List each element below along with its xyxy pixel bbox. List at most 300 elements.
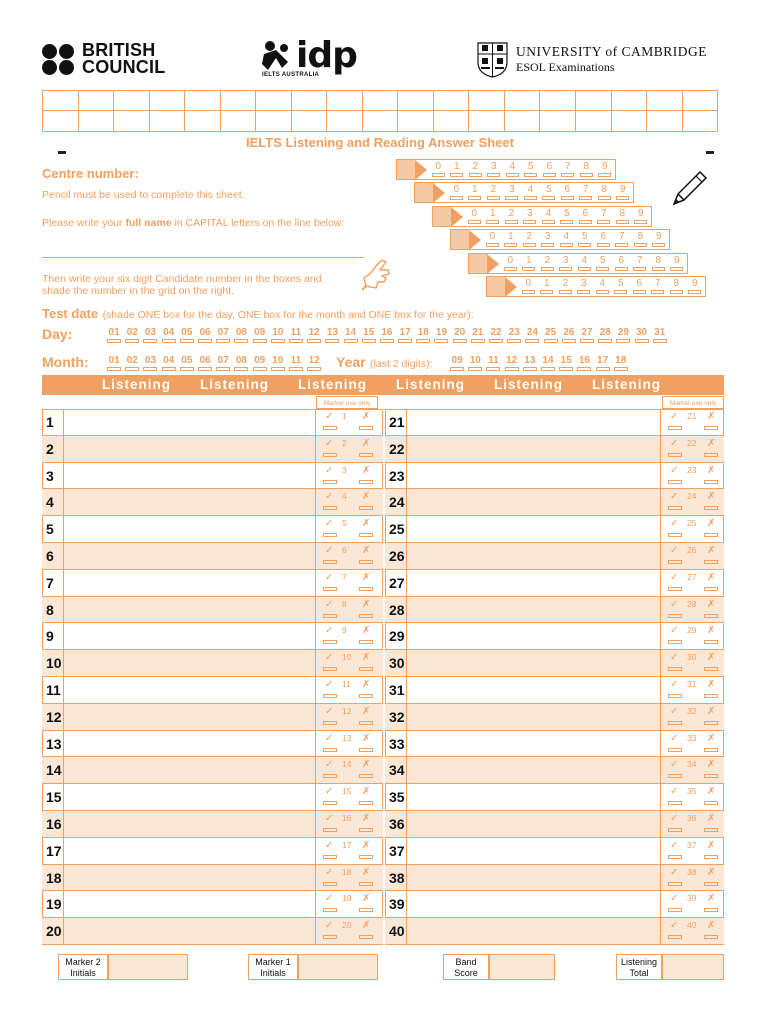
correct-box[interactable] <box>323 721 337 725</box>
answer-field[interactable] <box>64 784 316 810</box>
day-option[interactable]: 11 <box>287 327 305 343</box>
day-option[interactable]: 12 <box>305 327 323 343</box>
letter-box[interactable] <box>612 91 648 110</box>
incorrect-box[interactable] <box>704 506 718 510</box>
candidate-digit-row[interactable] <box>414 182 634 203</box>
incorrect-box[interactable] <box>359 721 373 725</box>
candidate-digit-row[interactable] <box>396 159 616 180</box>
letter-box[interactable] <box>398 111 434 131</box>
incorrect-box[interactable] <box>359 694 373 698</box>
incorrect-box[interactable] <box>704 774 718 778</box>
incorrect-box[interactable] <box>704 908 718 912</box>
marker-box[interactable] <box>661 516 723 542</box>
month-option[interactable]: 09 <box>251 355 269 371</box>
correct-box[interactable] <box>668 774 682 778</box>
digit-option[interactable]: 8 <box>577 161 596 177</box>
incorrect-box[interactable] <box>704 453 718 457</box>
correct-box[interactable] <box>323 855 337 859</box>
digit-option[interactable]: 9 <box>650 231 669 247</box>
digit-option[interactable]: 3 <box>503 184 522 200</box>
correct-box[interactable] <box>668 453 682 457</box>
incorrect-box[interactable] <box>704 480 718 484</box>
answer-field[interactable] <box>64 918 316 944</box>
digit-option[interactable]: 5 <box>558 208 577 224</box>
digit-option[interactable]: 3 <box>557 255 576 271</box>
incorrect-box[interactable] <box>359 614 373 618</box>
incorrect-box[interactable] <box>359 640 373 644</box>
letter-box[interactable] <box>398 91 434 110</box>
incorrect-box[interactable] <box>359 667 373 671</box>
digit-option[interactable]: 1 <box>466 184 485 200</box>
name-line[interactable] <box>42 257 364 258</box>
marker-box[interactable] <box>316 543 378 569</box>
correct-box[interactable] <box>323 426 337 430</box>
answer-field[interactable] <box>64 409 316 435</box>
digit-option[interactable]: 3 <box>575 278 594 294</box>
correct-box[interactable] <box>323 774 337 778</box>
digit-option[interactable]: 2 <box>484 184 503 200</box>
correct-box[interactable] <box>668 721 682 725</box>
incorrect-box[interactable] <box>704 748 718 752</box>
incorrect-box[interactable] <box>359 426 373 430</box>
digit-option[interactable]: 1 <box>502 231 521 247</box>
letter-box[interactable] <box>43 91 79 110</box>
correct-box[interactable] <box>323 935 337 939</box>
marker-box[interactable] <box>316 570 378 596</box>
marker-box[interactable] <box>661 463 723 489</box>
letter-box[interactable] <box>505 111 541 131</box>
marker-box[interactable] <box>316 489 378 515</box>
incorrect-box[interactable] <box>704 935 718 939</box>
marker-box[interactable] <box>661 784 723 810</box>
digit-option[interactable]: 6 <box>612 255 631 271</box>
digit-option[interactable]: 1 <box>484 208 503 224</box>
digit-option[interactable]: 5 <box>612 278 631 294</box>
digit-option[interactable]: 9 <box>686 278 705 294</box>
correct-box[interactable] <box>323 882 337 886</box>
candidate-digit-box[interactable] <box>451 230 469 249</box>
digit-option[interactable]: 9 <box>596 161 615 177</box>
day-option[interactable]: 28 <box>596 327 614 343</box>
digit-option[interactable]: 2 <box>556 278 575 294</box>
day-option[interactable]: 29 <box>614 327 632 343</box>
marker-box[interactable] <box>661 489 723 515</box>
month-options[interactable] <box>105 355 323 371</box>
answer-field[interactable] <box>407 891 661 917</box>
day-option[interactable]: 31 <box>651 327 669 343</box>
digit-option[interactable]: 2 <box>538 255 557 271</box>
correct-box[interactable] <box>668 614 682 618</box>
digit-option[interactable]: 1 <box>448 161 467 177</box>
candidate-digit-row[interactable] <box>468 253 688 274</box>
incorrect-box[interactable] <box>704 560 718 564</box>
day-option[interactable]: 03 <box>141 327 159 343</box>
incorrect-box[interactable] <box>359 855 373 859</box>
answer-field[interactable] <box>407 677 661 703</box>
correct-box[interactable] <box>323 801 337 805</box>
correct-box[interactable] <box>323 533 337 537</box>
digit-option[interactable]: 0 <box>483 231 502 247</box>
incorrect-box[interactable] <box>359 908 373 912</box>
answer-field[interactable] <box>64 623 316 649</box>
incorrect-box[interactable] <box>359 506 373 510</box>
answer-field[interactable] <box>64 891 316 917</box>
day-option[interactable]: 24 <box>523 327 541 343</box>
letter-box[interactable] <box>292 111 328 131</box>
candidate-digit-box[interactable] <box>487 277 505 296</box>
answer-field[interactable] <box>407 784 661 810</box>
letter-box[interactable] <box>79 111 115 131</box>
marker-box[interactable] <box>316 891 378 917</box>
marker-box[interactable] <box>661 677 723 703</box>
correct-box[interactable] <box>668 480 682 484</box>
answer-field[interactable] <box>64 543 316 569</box>
letter-box[interactable] <box>576 111 612 131</box>
answer-field[interactable] <box>64 838 316 864</box>
correct-box[interactable] <box>323 480 337 484</box>
answer-field[interactable] <box>407 704 661 730</box>
answer-field[interactable] <box>64 704 316 730</box>
digit-option[interactable]: 0 <box>519 278 538 294</box>
letter-box[interactable] <box>647 111 683 131</box>
answer-field[interactable] <box>407 623 661 649</box>
incorrect-box[interactable] <box>704 855 718 859</box>
incorrect-box[interactable] <box>359 801 373 805</box>
letter-box[interactable] <box>150 111 186 131</box>
digit-option[interactable]: 5 <box>594 255 613 271</box>
day-option[interactable]: 18 <box>414 327 432 343</box>
correct-box[interactable] <box>323 667 337 671</box>
name-boxes[interactable] <box>42 90 718 132</box>
candidate-digit-box[interactable] <box>433 207 451 226</box>
letter-box[interactable] <box>292 91 328 110</box>
incorrect-box[interactable] <box>359 587 373 591</box>
letter-box[interactable] <box>185 91 221 110</box>
digit-option[interactable]: 8 <box>631 231 650 247</box>
digit-option[interactable]: 8 <box>649 255 668 271</box>
digit-option[interactable]: 7 <box>559 161 578 177</box>
correct-box[interactable] <box>668 828 682 832</box>
day-options[interactable] <box>105 327 669 343</box>
day-option[interactable]: 25 <box>542 327 560 343</box>
month-option[interactable]: 02 <box>123 355 141 371</box>
digit-option[interactable]: 3 <box>485 161 504 177</box>
marker-box[interactable] <box>316 650 378 676</box>
day-option[interactable]: 20 <box>451 327 469 343</box>
incorrect-box[interactable] <box>359 935 373 939</box>
digit-option[interactable]: 0 <box>501 255 520 271</box>
year-option[interactable]: 17 <box>594 355 612 371</box>
digit-option[interactable]: 5 <box>540 184 559 200</box>
letter-box[interactable] <box>540 111 576 131</box>
correct-box[interactable] <box>323 587 337 591</box>
correct-box[interactable] <box>323 560 337 564</box>
year-option[interactable]: 09 <box>448 355 466 371</box>
digit-option[interactable]: 0 <box>429 161 448 177</box>
letter-box[interactable] <box>612 111 648 131</box>
correct-box[interactable] <box>323 748 337 752</box>
year-option[interactable]: 12 <box>503 355 521 371</box>
letter-box[interactable] <box>327 111 363 131</box>
incorrect-box[interactable] <box>704 721 718 725</box>
digit-option[interactable]: 7 <box>649 278 668 294</box>
answer-field[interactable] <box>64 865 316 891</box>
letter-box[interactable] <box>434 111 470 131</box>
letter-box[interactable] <box>221 111 257 131</box>
letter-box[interactable] <box>221 91 257 110</box>
incorrect-box[interactable] <box>359 480 373 484</box>
digit-option[interactable]: 2 <box>520 231 539 247</box>
incorrect-box[interactable] <box>704 640 718 644</box>
correct-box[interactable] <box>323 908 337 912</box>
incorrect-box[interactable] <box>704 882 718 886</box>
candidate-digit-box[interactable] <box>469 254 487 273</box>
band-score-box[interactable] <box>489 954 555 980</box>
incorrect-box[interactable] <box>704 828 718 832</box>
marker-box[interactable] <box>661 409 723 435</box>
correct-box[interactable] <box>668 667 682 671</box>
letter-box[interactable] <box>150 91 186 110</box>
answer-field[interactable] <box>407 811 661 837</box>
answer-field[interactable] <box>407 838 661 864</box>
correct-box[interactable] <box>668 560 682 564</box>
marker-box[interactable] <box>661 623 723 649</box>
letter-box[interactable] <box>683 111 718 131</box>
answer-field[interactable] <box>407 918 661 944</box>
day-option[interactable]: 05 <box>178 327 196 343</box>
digit-option[interactable]: 7 <box>613 231 632 247</box>
day-option[interactable]: 08 <box>232 327 250 343</box>
letter-box[interactable] <box>363 111 399 131</box>
digit-option[interactable]: 7 <box>631 255 650 271</box>
digit-option[interactable]: 3 <box>521 208 540 224</box>
marker-box[interactable] <box>661 704 723 730</box>
letter-box[interactable] <box>256 111 292 131</box>
day-option[interactable]: 13 <box>323 327 341 343</box>
marker-box[interactable] <box>316 918 378 944</box>
incorrect-box[interactable] <box>359 560 373 564</box>
answer-field[interactable] <box>64 463 316 489</box>
letter-box[interactable] <box>363 91 399 110</box>
digit-option[interactable]: 4 <box>503 161 522 177</box>
correct-box[interactable] <box>668 587 682 591</box>
letter-box[interactable] <box>79 91 115 110</box>
day-option[interactable]: 16 <box>378 327 396 343</box>
marker-box[interactable] <box>661 597 723 623</box>
day-option[interactable]: 07 <box>214 327 232 343</box>
letter-box[interactable] <box>647 91 683 110</box>
digit-option[interactable]: 0 <box>447 184 466 200</box>
incorrect-box[interactable] <box>359 828 373 832</box>
correct-box[interactable] <box>323 453 337 457</box>
letter-box[interactable] <box>469 111 505 131</box>
correct-box[interactable] <box>668 935 682 939</box>
marker-box[interactable] <box>316 597 378 623</box>
candidate-digit-row[interactable] <box>450 229 670 250</box>
marker2-initials-box[interactable] <box>108 954 188 980</box>
year-option[interactable]: 14 <box>539 355 557 371</box>
answer-field[interactable] <box>64 516 316 542</box>
correct-box[interactable] <box>323 614 337 618</box>
day-option[interactable]: 15 <box>360 327 378 343</box>
incorrect-box[interactable] <box>359 748 373 752</box>
correct-box[interactable] <box>668 908 682 912</box>
month-option[interactable]: 11 <box>287 355 305 371</box>
answer-field[interactable] <box>64 731 316 757</box>
digit-option[interactable]: 4 <box>539 208 558 224</box>
answer-field[interactable] <box>407 463 661 489</box>
year-option[interactable]: 10 <box>466 355 484 371</box>
digit-option[interactable]: 0 <box>465 208 484 224</box>
digit-option[interactable]: 4 <box>575 255 594 271</box>
year-option[interactable]: 18 <box>612 355 630 371</box>
letter-box[interactable] <box>43 111 79 131</box>
day-option[interactable]: 01 <box>105 327 123 343</box>
digit-option[interactable]: 6 <box>630 278 649 294</box>
digit-option[interactable]: 1 <box>538 278 557 294</box>
marker-box[interactable] <box>316 757 378 783</box>
answer-field[interactable] <box>64 811 316 837</box>
day-option[interactable]: 27 <box>578 327 596 343</box>
correct-box[interactable] <box>323 506 337 510</box>
correct-box[interactable] <box>668 506 682 510</box>
digit-option[interactable]: 6 <box>558 184 577 200</box>
correct-box[interactable] <box>668 882 682 886</box>
incorrect-box[interactable] <box>704 533 718 537</box>
digit-option[interactable]: 8 <box>595 184 614 200</box>
listening-total-box[interactable] <box>662 954 724 980</box>
correct-box[interactable] <box>323 640 337 644</box>
letter-box[interactable] <box>576 91 612 110</box>
day-option[interactable]: 19 <box>432 327 450 343</box>
answer-field[interactable] <box>407 731 661 757</box>
answer-field[interactable] <box>64 597 316 623</box>
marker-box[interactable] <box>316 731 378 757</box>
letter-box[interactable] <box>114 111 150 131</box>
marker-box[interactable] <box>316 436 378 462</box>
letter-box[interactable] <box>114 91 150 110</box>
day-option[interactable]: 21 <box>469 327 487 343</box>
incorrect-box[interactable] <box>704 614 718 618</box>
day-option[interactable]: 30 <box>632 327 650 343</box>
digit-option[interactable]: 6 <box>576 208 595 224</box>
digit-option[interactable]: 2 <box>502 208 521 224</box>
incorrect-box[interactable] <box>704 694 718 698</box>
month-option[interactable]: 12 <box>305 355 323 371</box>
month-option[interactable]: 08 <box>232 355 250 371</box>
answer-field[interactable] <box>64 677 316 703</box>
marker-box[interactable] <box>316 838 378 864</box>
marker-box[interactable] <box>661 918 723 944</box>
correct-box[interactable] <box>668 694 682 698</box>
day-option[interactable]: 04 <box>160 327 178 343</box>
answer-field[interactable] <box>64 489 316 515</box>
correct-box[interactable] <box>668 640 682 644</box>
incorrect-box[interactable] <box>704 426 718 430</box>
marker-box[interactable] <box>316 865 378 891</box>
day-option[interactable]: 26 <box>560 327 578 343</box>
correct-box[interactable] <box>668 855 682 859</box>
answer-field[interactable] <box>407 489 661 515</box>
digit-option[interactable]: 1 <box>520 255 539 271</box>
marker-box[interactable] <box>316 677 378 703</box>
marker-box[interactable] <box>316 623 378 649</box>
digit-option[interactable]: 4 <box>521 184 540 200</box>
day-option[interactable]: 23 <box>505 327 523 343</box>
day-option[interactable]: 22 <box>487 327 505 343</box>
digit-option[interactable]: 3 <box>539 231 558 247</box>
day-option[interactable]: 10 <box>269 327 287 343</box>
answer-field[interactable] <box>407 865 661 891</box>
answer-field[interactable] <box>407 516 661 542</box>
marker-box[interactable] <box>316 704 378 730</box>
letter-box[interactable] <box>469 91 505 110</box>
digit-option[interactable]: 8 <box>613 208 632 224</box>
day-option[interactable]: 02 <box>123 327 141 343</box>
year-option[interactable]: 15 <box>557 355 575 371</box>
correct-box[interactable] <box>323 694 337 698</box>
letter-box[interactable] <box>256 91 292 110</box>
incorrect-box[interactable] <box>359 882 373 886</box>
marker1-initials-box[interactable] <box>298 954 378 980</box>
digit-option[interactable]: 6 <box>540 161 559 177</box>
digit-option[interactable]: 7 <box>595 208 614 224</box>
month-option[interactable]: 07 <box>214 355 232 371</box>
digit-option[interactable]: 5 <box>522 161 541 177</box>
answer-field[interactable] <box>407 436 661 462</box>
marker-box[interactable] <box>661 891 723 917</box>
digit-option[interactable]: 4 <box>593 278 612 294</box>
marker-box[interactable] <box>661 865 723 891</box>
marker-box[interactable] <box>316 811 378 837</box>
correct-box[interactable] <box>668 748 682 752</box>
answer-field[interactable] <box>64 570 316 596</box>
incorrect-box[interactable] <box>704 587 718 591</box>
incorrect-box[interactable] <box>359 774 373 778</box>
digit-option[interactable]: 7 <box>577 184 596 200</box>
incorrect-box[interactable] <box>359 533 373 537</box>
marker-box[interactable] <box>316 516 378 542</box>
month-option[interactable]: 10 <box>269 355 287 371</box>
answer-field[interactable] <box>407 409 661 435</box>
answer-field[interactable] <box>407 757 661 783</box>
digit-option[interactable]: 2 <box>466 161 485 177</box>
day-option[interactable]: 06 <box>196 327 214 343</box>
marker-box[interactable] <box>661 570 723 596</box>
letter-box[interactable] <box>327 91 363 110</box>
year-option[interactable]: 13 <box>521 355 539 371</box>
candidate-digit-box[interactable] <box>415 183 433 202</box>
marker-box[interactable] <box>316 463 378 489</box>
candidate-digit-row[interactable] <box>486 276 706 297</box>
day-option[interactable]: 14 <box>341 327 359 343</box>
marker-box[interactable] <box>661 838 723 864</box>
correct-box[interactable] <box>668 533 682 537</box>
marker-box[interactable] <box>661 436 723 462</box>
year-option[interactable]: 11 <box>484 355 502 371</box>
digit-option[interactable]: 9 <box>614 184 633 200</box>
day-option[interactable]: 09 <box>251 327 269 343</box>
digit-option[interactable]: 8 <box>667 278 686 294</box>
answer-field[interactable] <box>407 543 661 569</box>
incorrect-box[interactable] <box>704 801 718 805</box>
correct-box[interactable] <box>668 801 682 805</box>
candidate-digit-box[interactable] <box>397 160 415 179</box>
answer-field[interactable] <box>64 757 316 783</box>
year-option[interactable]: 16 <box>575 355 593 371</box>
marker-box[interactable] <box>316 409 378 435</box>
digit-option[interactable]: 4 <box>557 231 576 247</box>
